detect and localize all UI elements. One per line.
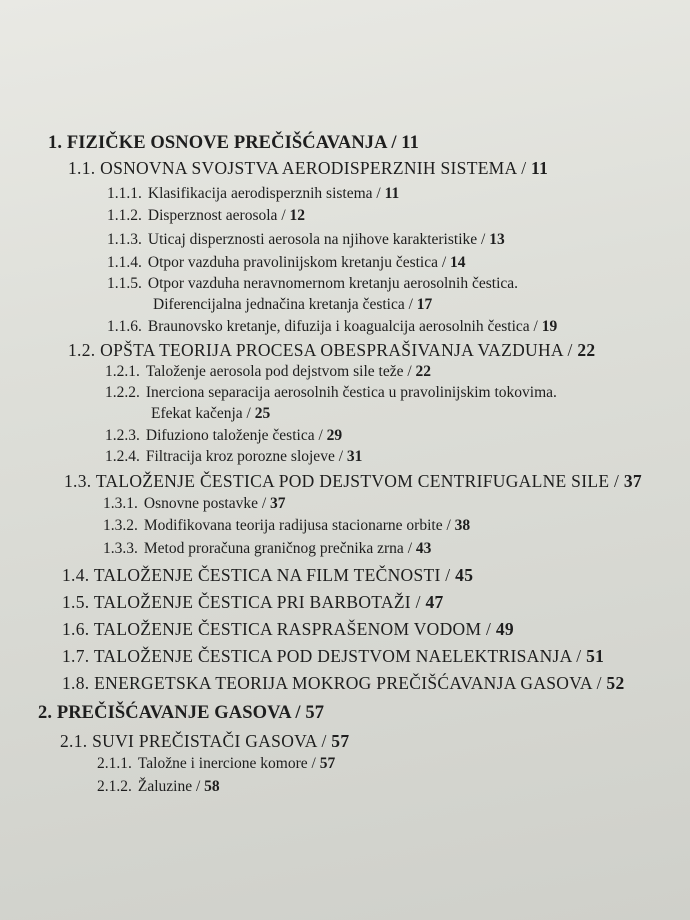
toc-title: Uticaj disperznosti aerosola na njihove karakteristike (147, 231, 478, 248)
toc-page: 43 (415, 540, 432, 557)
toc-entry-1-4: 1.4. TALOŽENJE ČESTICA NA FILM TEČNOSTI / 45 (62, 565, 474, 585)
toc-entry-1-3-2: 1.3.2. Modifikovana teorija radijusa stacionarne orbite / 38 (103, 517, 471, 534)
toc-entry-1-2-3: 1.2.3. Difuziono taloženje čestica / 29 (105, 427, 343, 444)
toc-page: 11 (531, 158, 549, 178)
toc-title-continued: Efekat kačenja (151, 405, 243, 422)
toc-entry-1-2: 1.2. OPŠTA TEORIJA PROCESA OBESPRAŠIVANJA VAZDUHA / 22 (68, 340, 596, 360)
toc-title: SUVI PREČISTAČI GASOVA (92, 731, 317, 751)
toc-title: Metod proračuna graničnog prečnika zrna (143, 540, 404, 557)
toc-page: 47 (425, 592, 444, 612)
toc-title: TALOŽENJE ČESTICA RASPRAŠENOM VODOM (93, 619, 482, 639)
toc-page: 22 (577, 340, 596, 360)
toc-title: Difuziono taloženje čestica (145, 427, 315, 444)
toc-title: Inerciona separacija aerosolnih čestica u pravolinijskim tokovima. (145, 384, 557, 401)
toc-page: 25 (254, 405, 271, 422)
toc-page: 17 (416, 296, 433, 313)
toc-title: Žaluzine (137, 778, 193, 795)
toc-entry-2-1-1: 2.1.1. Taložne i inercione komore / 57 (97, 755, 336, 772)
toc-title: Otpor vazduha neravnomernom kretanju aerosolnih čestica. (147, 275, 519, 292)
toc-title: Filtracija kroz porozne slojeve (145, 448, 335, 465)
toc-title: TALOŽENJE ČESTICA NA FILM TEČNOSTI (93, 565, 441, 585)
toc-entry-1-5: 1.5. TALOŽENJE ČESTICA PRI BARBOTAŽI / 47 (62, 592, 444, 612)
toc-title: Modifikovana teorija radijusa stacionarne orbite (143, 517, 443, 534)
toc-page: 45 (455, 565, 474, 585)
toc-title: TALOŽENJE ČESTICA POD DEJSTVOM CENTRIFUGALNE SILE (95, 471, 610, 491)
toc-entry-1-2-4: 1.2.4. Filtracija kroz porozne slojeve / 31 (105, 448, 363, 465)
toc-page: 57 (305, 703, 325, 723)
toc-page: 31 (346, 448, 363, 465)
toc-entry-1-1-1: 1.1.1. Klasifikacija aerodisperznih sistema / 11 (107, 185, 400, 202)
toc-entry-1-2-2: 1.2.2. Inerciona separacija aerosolnih čestica u pravolinijskim tokovima. (105, 384, 557, 401)
toc-entry-2-1-2: 2.1.2. Žaluzine / 58 (97, 778, 220, 795)
toc-page: 29 (326, 427, 343, 444)
toc-entry-2: 2. PREČIŠĆAVANJE GASOVA / 57 (38, 703, 325, 723)
toc-page: 58 (204, 778, 220, 795)
toc-title: Taložne i inercione komore (137, 755, 308, 772)
toc-title: TALOŽENJE ČESTICA PRI BARBOTAŽI (93, 592, 411, 612)
toc-title: Disperznost aerosola (147, 207, 278, 224)
toc-page: 13 (489, 231, 505, 248)
toc-title-continued: Diferencijalna jednačina kretanja čestica (153, 296, 405, 313)
toc-title: OSNOVNA SVOJSTVA AERODISPERZNIH SISTEMA (100, 158, 517, 178)
toc-page: 37 (623, 471, 642, 491)
toc-page: 49 (495, 619, 514, 639)
toc-entry-1-1-3: 1.1.3. Uticaj disperznosti aerosola na njihove karakteristike / 13 (107, 231, 505, 248)
toc-title: FIZIČKE OSNOVE PREČIŠĆAVANJA (66, 133, 387, 153)
toc-entry-1-8: 1.8. ENERGETSKA TEORIJA MOKROG PREČIŠĆAVANJA GASOVA / 52 (62, 673, 625, 693)
toc-page: 38 (454, 517, 471, 534)
toc-entry-1-2-1: 1.2.1. Taloženje aerosola pod dejstvom sile teže / 22 (105, 363, 432, 380)
toc-page: 51 (586, 646, 605, 666)
toc-entry-1-7: 1.7. TALOŽENJE ČESTICA POD DEJSTVOM NAELEKTRISANJA / 51 (62, 646, 605, 666)
toc-entry-2-1: 2.1. SUVI PREČISTAČI GASOVA / 57 (60, 731, 350, 751)
toc-entry-1-2-2-continued: Efekat kačenja / 25 (151, 405, 271, 422)
toc-entry-1-3-3: 1.3.3. Metod proračuna graničnog prečnika zrna / 43 (103, 540, 432, 557)
toc-entry-1: 1. FIZIČKE OSNOVE PREČIŠĆAVANJA / 11 (48, 133, 419, 153)
toc-title: Braunovsko kretanje, difuzija i koagualcija aerosolnih čestica (147, 318, 530, 335)
toc-title: TALOŽENJE ČESTICA POD DEJSTVOM NAELEKTRISANJA (93, 646, 572, 666)
toc-title: PREČIŠĆAVANJE GASOVA (56, 703, 291, 723)
toc-title: OPŠTA TEORIJA PROCESA OBESPRAŠIVANJA VAZDUHA (100, 340, 563, 360)
toc-title: Otpor vazduha pravolinijskom kretanju čestica (147, 254, 438, 271)
toc-page: 11 (401, 133, 419, 153)
toc-title: Klasifikacija aerodisperznih sistema (147, 185, 373, 202)
toc-page: 14 (450, 254, 466, 271)
toc-page: 22 (415, 363, 432, 380)
toc-entry-1-1-5-continued: Diferencijalna jednačina kretanja čestica / 17 (153, 296, 433, 313)
toc-page: 19 (541, 318, 558, 335)
toc-entry-1-6: 1.6. TALOŽENJE ČESTICA RASPRAŠENOM VODOM / 49 (62, 619, 514, 639)
toc-page: 12 (289, 207, 305, 224)
toc-title: ENERGETSKA TEORIJA MOKROG PREČIŠĆAVANJA GASOVA (94, 673, 592, 693)
toc-title: Osnovne postavke (143, 495, 258, 512)
toc-entry-1-1: 1.1. OSNOVNA SVOJSTVA AERODISPERZNIH SISTEMA / 11 (68, 158, 549, 178)
toc-entry-1-3: 1.3. TALOŽENJE ČESTICA POD DEJSTVOM CENTRIFUGALNE SILE / 37 (64, 471, 642, 491)
toc-entry-1-1-5: 1.1.5. Otpor vazduha neravnomernom kretanju aerosolnih čestica. (107, 275, 519, 292)
toc-page: 57 (331, 731, 350, 751)
toc-page: 52 (606, 673, 625, 693)
toc-page: 37 (270, 495, 286, 512)
toc-title: Taloženje aerosola pod dejstvom sile teže (145, 363, 404, 380)
toc-entry-1-1-4: 1.1.4. Otpor vazduha pravolinijskom kretanju čestica / 14 (107, 254, 466, 271)
toc-entry-1-3-1: 1.3.1. Osnovne postavke / 37 (103, 495, 286, 512)
toc-entry-1-1-6: 1.1.6. Braunovsko kretanje, difuzija i koagualcija aerosolnih čestica / 19 (107, 318, 558, 335)
toc-page: 11 (384, 185, 400, 202)
toc-entry-1-1-2: 1.1.2. Disperznost aerosola / 12 (107, 207, 305, 224)
toc-page: 57 (319, 755, 336, 772)
